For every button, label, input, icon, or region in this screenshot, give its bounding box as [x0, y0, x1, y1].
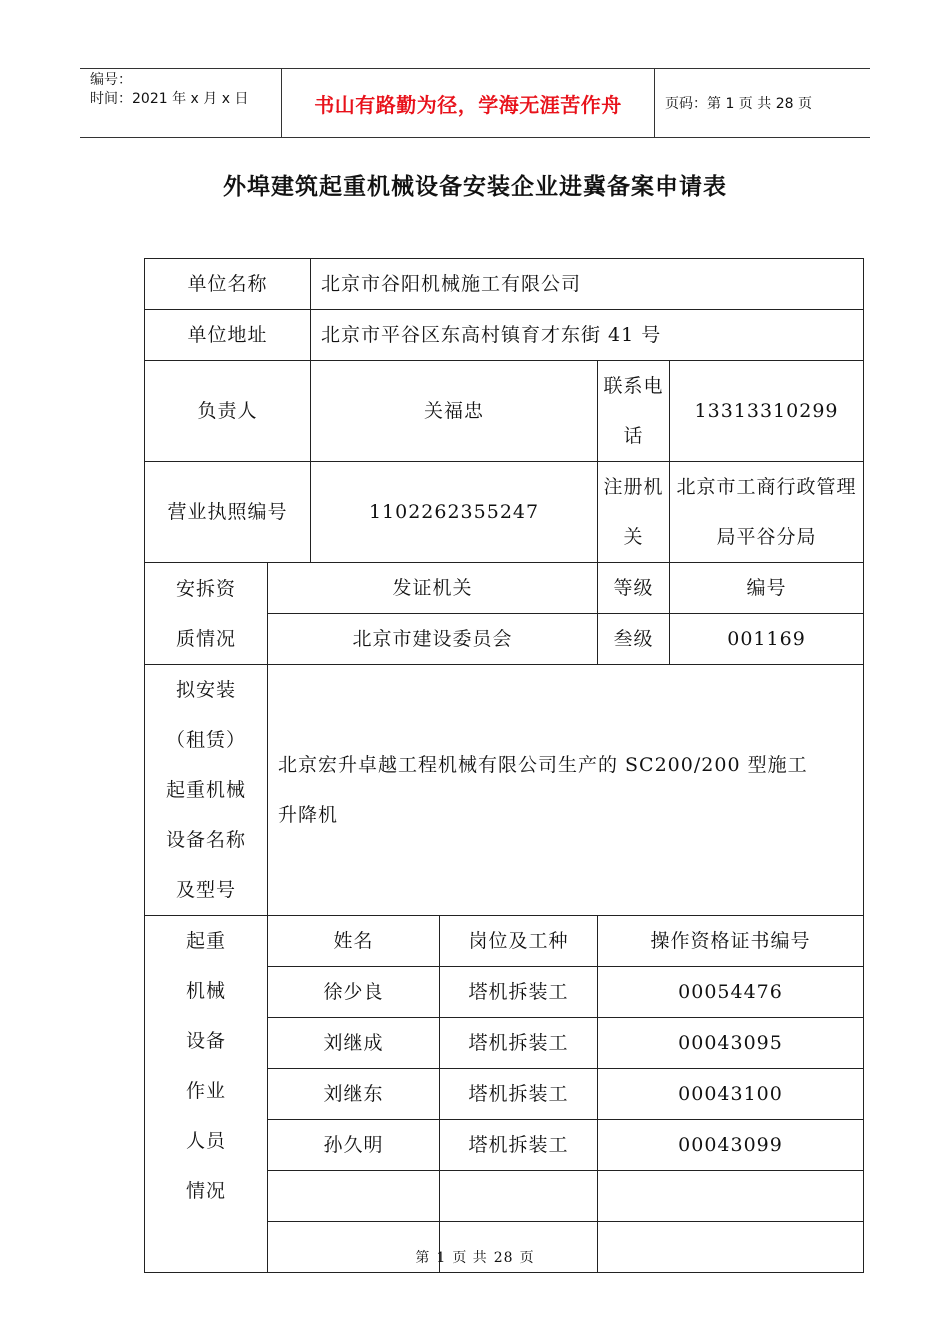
- staff-name: 刘继成: [268, 1018, 440, 1069]
- qual-label: [145, 563, 268, 665]
- header-meta: [90, 71, 248, 109]
- staff-post: 塔机拆装工: [440, 1120, 598, 1171]
- reg-label: 注册机关: [598, 462, 670, 563]
- row-equipment: [145, 665, 864, 916]
- unit-name-label: 单位名称: [145, 259, 311, 310]
- document-title: 外埠建筑起重机械设备安装企业进冀备案申请表: [223, 174, 727, 200]
- staff-cert: 00043099: [598, 1120, 864, 1171]
- equip-desc-line: 北京宏升卓越工程机械有限公司生产的 SC200/200 型施工: [278, 754, 808, 776]
- staff-post-empty: [440, 1171, 598, 1222]
- page-header: [80, 68, 870, 138]
- row-unit-name: [145, 259, 864, 310]
- row-staff-header: [145, 916, 864, 967]
- equip-label-line: 拟安装: [175, 679, 236, 701]
- phone-label: 联系电话: [598, 361, 670, 462]
- motto-text: 书山有路勤为径，学海无涯苦作舟: [314, 92, 622, 117]
- address-value: 北京市平谷区东高村镇育才东街 41 号: [311, 310, 864, 361]
- equip-label-line: 及型号: [175, 879, 236, 901]
- staff-name: 徐少良: [268, 967, 440, 1018]
- staff-name-empty: [268, 1171, 440, 1222]
- staff-label-line: 情况: [185, 1180, 226, 1202]
- staff-post: 塔机拆装工: [440, 1069, 598, 1120]
- staff-cert: 00043100: [598, 1069, 864, 1120]
- staff-post: 塔机拆装工: [440, 1018, 598, 1069]
- staff-cert: 00054476: [598, 967, 864, 1018]
- footer-page: 1: [436, 1250, 447, 1266]
- staff-label-line: 起重: [185, 930, 226, 952]
- staff-cert: 00043095: [598, 1018, 864, 1069]
- staff-cert-empty: [598, 1171, 864, 1222]
- qual-label-line: 质情况: [175, 627, 236, 650]
- qual-issuer-value: 北京市建设委员会: [268, 614, 598, 665]
- footer-pre: 第: [415, 1250, 431, 1266]
- equip-label-line: 起重机械: [165, 779, 246, 801]
- reg-line: 北京市工商行政管理: [676, 476, 857, 498]
- equip-description: [268, 665, 864, 916]
- staff-name: 孙久明: [268, 1120, 440, 1171]
- staff-header-cert: 操作资格证书编号: [598, 916, 864, 967]
- staff-header-post: 岗位及工种: [440, 916, 598, 967]
- staff-header-name: 姓名: [268, 916, 440, 967]
- license-value: 1102262355247: [311, 462, 598, 563]
- staff-post: 塔机拆装工: [440, 967, 598, 1018]
- row-head: [145, 361, 864, 462]
- equip-label-line: （租赁）: [165, 729, 246, 751]
- license-label: 营业执照编号: [145, 462, 311, 563]
- address-label: 单位地址: [145, 310, 311, 361]
- time-label: 时间：2021 年 x 月 x 日: [90, 91, 249, 107]
- staff-label-line: 机械: [185, 980, 226, 1002]
- staff-label: [145, 916, 268, 1273]
- row-license: [145, 462, 864, 563]
- application-form: [144, 258, 864, 1273]
- qual-no-value: 001169: [670, 614, 864, 665]
- head-value: 关福忠: [311, 361, 598, 462]
- footer-total: 28: [493, 1250, 514, 1266]
- reg-line: 局平谷分局: [716, 526, 817, 548]
- staff-label-line: 人员: [185, 1130, 226, 1152]
- equip-label-line: 设备名称: [165, 829, 246, 851]
- row-qual-header: [145, 563, 864, 614]
- unit-name-value: 北京市谷阳机械施工有限公司: [311, 259, 864, 310]
- qual-grade-header: 等级: [598, 563, 670, 614]
- footer-post: 页: [519, 1250, 535, 1266]
- number-label: 编号：: [90, 72, 132, 88]
- staff-label-line: 作业: [185, 1080, 226, 1102]
- staff-label-line: 设备: [185, 1030, 226, 1052]
- row-address: [145, 310, 864, 361]
- reg-value: [670, 462, 864, 563]
- equip-desc-line: 升降机: [278, 804, 339, 826]
- staff-name: 刘继东: [268, 1069, 440, 1120]
- qual-issuer-header: 发证机关: [268, 563, 598, 614]
- qual-grade-value: 叁级: [598, 614, 670, 665]
- footer-mid: 页 共: [452, 1250, 488, 1266]
- page-footer: [0, 1247, 950, 1267]
- head-label: 负责人: [145, 361, 311, 462]
- page-info: 页码：第 1 页 共 28 页: [665, 96, 812, 112]
- qual-label-line: 安拆资: [175, 577, 236, 600]
- qual-no-header: 编号: [670, 563, 864, 614]
- equip-label: [145, 665, 268, 916]
- phone-value: 13313310299: [670, 361, 864, 462]
